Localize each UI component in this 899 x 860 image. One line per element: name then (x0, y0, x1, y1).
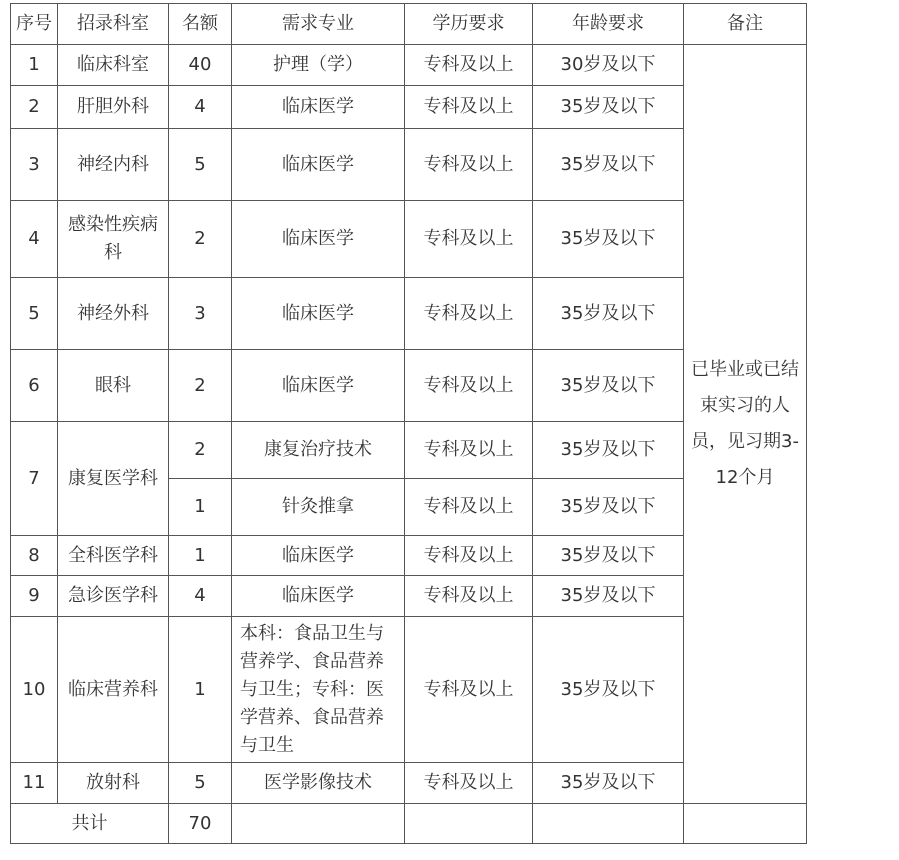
total-remark-empty (684, 804, 807, 844)
cell-edu: 专科及以上 (405, 201, 533, 278)
header-age: 年龄要求 (533, 4, 684, 45)
header-quota: 名额 (169, 4, 232, 45)
table-row (11, 45, 807, 86)
cell-dept: 急诊医学科 (58, 576, 169, 617)
header-remark: 备注 (684, 4, 807, 45)
cell-quota: 5 (169, 129, 232, 201)
cell-edu: 专科及以上 (405, 536, 533, 576)
cell-edu: 专科及以上 (405, 576, 533, 617)
cell-age: 35岁及以下 (533, 479, 684, 536)
cell-age: 35岁及以下 (533, 422, 684, 479)
cell-no: 11 (11, 763, 58, 804)
cell-age: 35岁及以下 (533, 350, 684, 422)
cell-dept: 放射科 (58, 763, 169, 804)
cell-major: 临床医学 (232, 350, 405, 422)
cell-major: 本科：食品卫生与营养学、食品营养与卫生；专科：医学营养、食品营养与卫生 (232, 617, 405, 763)
cell-remark: 已毕业或已结束实习的人员，见习期3-12个月 (684, 45, 807, 804)
header-dept: 招录科室 (58, 4, 169, 45)
cell-edu: 专科及以上 (405, 86, 533, 129)
cell-dept: 康复医学科 (58, 422, 169, 536)
cell-major: 临床医学 (232, 576, 405, 617)
cell-major: 临床医学 (232, 129, 405, 201)
cell-no: 4 (11, 201, 58, 278)
cell-edu: 专科及以上 (405, 278, 533, 350)
cell-quota: 4 (169, 86, 232, 129)
cell-dept: 神经外科 (58, 278, 169, 350)
cell-edu: 专科及以上 (405, 763, 533, 804)
cell-edu: 专科及以上 (405, 617, 533, 763)
total-major-empty (232, 804, 405, 844)
cell-major: 针灸推拿 (232, 479, 405, 536)
cell-age: 30岁及以下 (533, 45, 684, 86)
recruitment-table (10, 3, 807, 844)
cell-age: 35岁及以下 (533, 86, 684, 129)
cell-dept: 临床营养科 (58, 617, 169, 763)
cell-edu: 专科及以上 (405, 422, 533, 479)
total-quota: 70 (169, 804, 232, 844)
header-edu: 学历要求 (405, 4, 533, 45)
cell-major: 临床医学 (232, 201, 405, 278)
cell-quota: 4 (169, 576, 232, 617)
cell-age: 35岁及以下 (533, 201, 684, 278)
cell-major: 康复治疗技术 (232, 422, 405, 479)
cell-quota: 3 (169, 278, 232, 350)
cell-dept: 临床科室 (58, 45, 169, 86)
cell-no: 5 (11, 278, 58, 350)
table-header-row (11, 4, 807, 45)
total-label: 共计 (11, 804, 169, 844)
cell-no: 1 (11, 45, 58, 86)
cell-age: 35岁及以下 (533, 278, 684, 350)
cell-age: 35岁及以下 (533, 617, 684, 763)
cell-dept: 全科医学科 (58, 536, 169, 576)
cell-major: 临床医学 (232, 536, 405, 576)
total-edu-empty (405, 804, 533, 844)
cell-dept: 感染性疾病科 (58, 201, 169, 278)
cell-quota: 1 (169, 617, 232, 763)
cell-quota: 1 (169, 479, 232, 536)
cell-major: 护理（学） (232, 45, 405, 86)
cell-quota: 1 (169, 536, 232, 576)
cell-edu: 专科及以上 (405, 129, 533, 201)
cell-no: 6 (11, 350, 58, 422)
cell-no: 10 (11, 617, 58, 763)
cell-no: 8 (11, 536, 58, 576)
cell-quota: 2 (169, 422, 232, 479)
cell-no: 9 (11, 576, 58, 617)
cell-no: 3 (11, 129, 58, 201)
cell-dept: 神经内科 (58, 129, 169, 201)
header-no: 序号 (11, 4, 58, 45)
cell-dept: 肝胆外科 (58, 86, 169, 129)
total-age-empty (533, 804, 684, 844)
cell-edu: 专科及以上 (405, 479, 533, 536)
cell-quota: 2 (169, 350, 232, 422)
cell-quota: 2 (169, 201, 232, 278)
total-row (11, 804, 807, 844)
cell-no: 7 (11, 422, 58, 536)
cell-age: 35岁及以下 (533, 763, 684, 804)
cell-no: 2 (11, 86, 58, 129)
cell-age: 35岁及以下 (533, 129, 684, 201)
header-major: 需求专业 (232, 4, 405, 45)
cell-age: 35岁及以下 (533, 576, 684, 617)
cell-edu: 专科及以上 (405, 45, 533, 86)
cell-edu: 专科及以上 (405, 350, 533, 422)
cell-dept: 眼科 (58, 350, 169, 422)
cell-major: 医学影像技术 (232, 763, 405, 804)
cell-major: 临床医学 (232, 86, 405, 129)
cell-quota: 40 (169, 45, 232, 86)
cell-quota: 5 (169, 763, 232, 804)
cell-age: 35岁及以下 (533, 536, 684, 576)
cell-major: 临床医学 (232, 278, 405, 350)
